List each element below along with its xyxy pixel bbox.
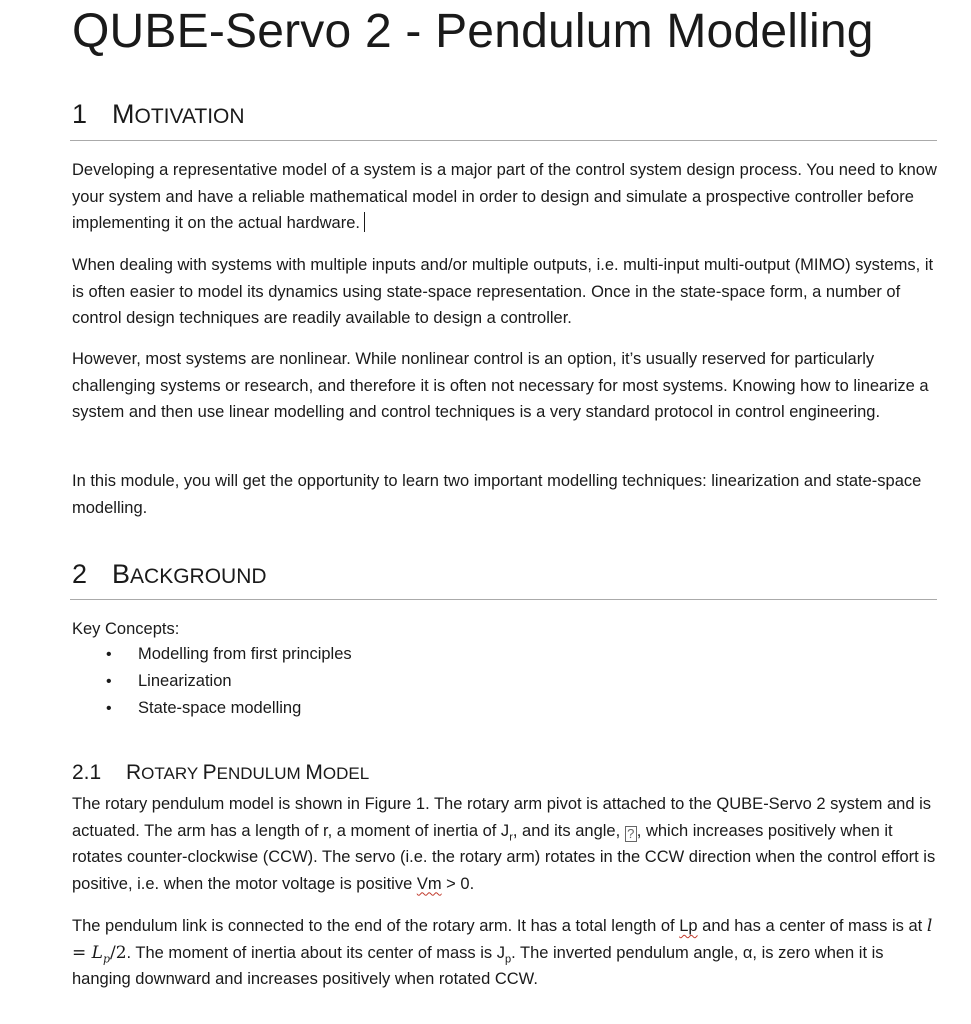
figure-1-reference[interactable]: Figure 1 <box>364 795 426 813</box>
motivation-paragraph-3[interactable]: However, most systems are nonlinear. While nonlinear control is an option, it’s usually reserved for particularly challenging systems or research, and therefore it is often not necessary for most systems. Knowing how to linearize a system and then use linear modelling and control techniques is a very standard protocol in control engineering. <box>72 350 929 421</box>
key-concepts-list <box>72 641 352 722</box>
section-1-heading <box>72 97 245 134</box>
heading-part-rest: ODEL <box>322 764 370 783</box>
section-2-heading <box>72 557 267 594</box>
section-2-heading-initial: B <box>112 559 131 589</box>
math-L: L <box>91 942 103 963</box>
heading-part-rest: OTARY <box>141 764 203 783</box>
jr-subscript: r <box>509 830 513 843</box>
math-l: l <box>926 916 933 936</box>
motivation-paragraph-1[interactable] <box>72 157 942 237</box>
math-p-subscript: p <box>102 951 110 965</box>
bullet-icon: • <box>106 673 112 690</box>
document-title: QUBE-Servo 2 - Pendulum Modelling <box>72 5 874 58</box>
motivation-paragraph-4[interactable]: In this module, you will get the opportunity to learn two important modelling techniques: linearization and state-space modelling. <box>72 472 922 517</box>
list-item-text: Modelling from first principles <box>138 645 352 663</box>
text-run: and has a center of mass is at <box>697 917 927 935</box>
rotary-model-paragraph-2[interactable] <box>72 913 942 993</box>
section-2-1-heading <box>72 759 369 788</box>
jp-subscript: p <box>505 952 512 965</box>
bullet-icon: • <box>106 646 112 663</box>
text-run: , which increases positively when it rotates counter-clockwise (CCW). The servo (i.e. the rotary arm) rotates in the CCW direction when the control effort is positive, i.e. when the motor voltage is positive <box>72 821 936 893</box>
text-run: The rotary pendulum model is shown in <box>72 795 365 813</box>
lp-spellcheck-word[interactable]: Lp <box>679 917 698 935</box>
text-run: . The rotary arm pivot is attached to the QUBE-Servo 2 system and is actuated. The arm has a length of r, a moment of inertia of J <box>72 795 932 840</box>
heading-part-initial: R <box>126 761 142 784</box>
list-item[interactable] <box>72 668 352 695</box>
text-run: . The inverted pendulum angle, α, is zero when it is hanging downward and increases positively when rotated CCW. <box>72 943 884 988</box>
math-divide: /2 <box>110 942 127 963</box>
text-run: The pendulum link is connected to the end of the rotary arm. It has a total length of <box>72 917 680 935</box>
text-run: > 0. <box>441 874 475 893</box>
section-2-rule <box>70 599 937 600</box>
motivation-paragraph-2[interactable]: When dealing with systems with multiple inputs and/or multiple outputs, i.e. multi-input multi-output (MIMO) systems, it is often easier to model its dynamics using state-space representation. Once in the state-space form, a number of control design techniques are readily available to design a controller. <box>72 256 934 327</box>
heading-part-rest: ENDULUM <box>216 764 306 783</box>
list-item[interactable] <box>72 641 352 668</box>
section-2-1-number: 2.1 <box>72 761 102 784</box>
rotary-model-paragraph-1[interactable] <box>72 791 942 897</box>
text-cursor <box>364 212 365 232</box>
math-equals: = <box>72 942 92 963</box>
missing-glyph-icon: ? <box>625 826 637 842</box>
section-1-heading-rest: OTIVATION <box>134 105 245 128</box>
motivation-paragraph-1-text: Developing a representative model of a system is a major part of the control system design process. You need to know your system and have a reliable mathematical model in order to design and simulate a prospective controller before implementing it on the actual hardware. <box>72 161 937 232</box>
section-2-number: 2 <box>72 559 88 589</box>
list-item-text: State-space modelling <box>138 699 302 717</box>
section-1-rule <box>70 140 937 141</box>
section-1-heading-initial: M <box>112 99 135 129</box>
vm-spellcheck-word[interactable]: Vm <box>416 874 442 893</box>
section-1-number: 1 <box>72 99 88 129</box>
list-item[interactable] <box>72 695 352 722</box>
heading-part-initial: M <box>305 761 323 784</box>
list-item-text: Linearization <box>138 672 232 690</box>
key-concepts-label[interactable]: Key Concepts: <box>72 620 180 638</box>
section-2-heading-rest: ACKGROUND <box>130 565 267 588</box>
text-run: , and its angle, <box>512 821 625 840</box>
heading-part-initial: P <box>202 761 217 784</box>
text-run: . The moment of inertia about its center of mass is J <box>126 943 505 962</box>
bullet-icon: • <box>106 700 112 717</box>
